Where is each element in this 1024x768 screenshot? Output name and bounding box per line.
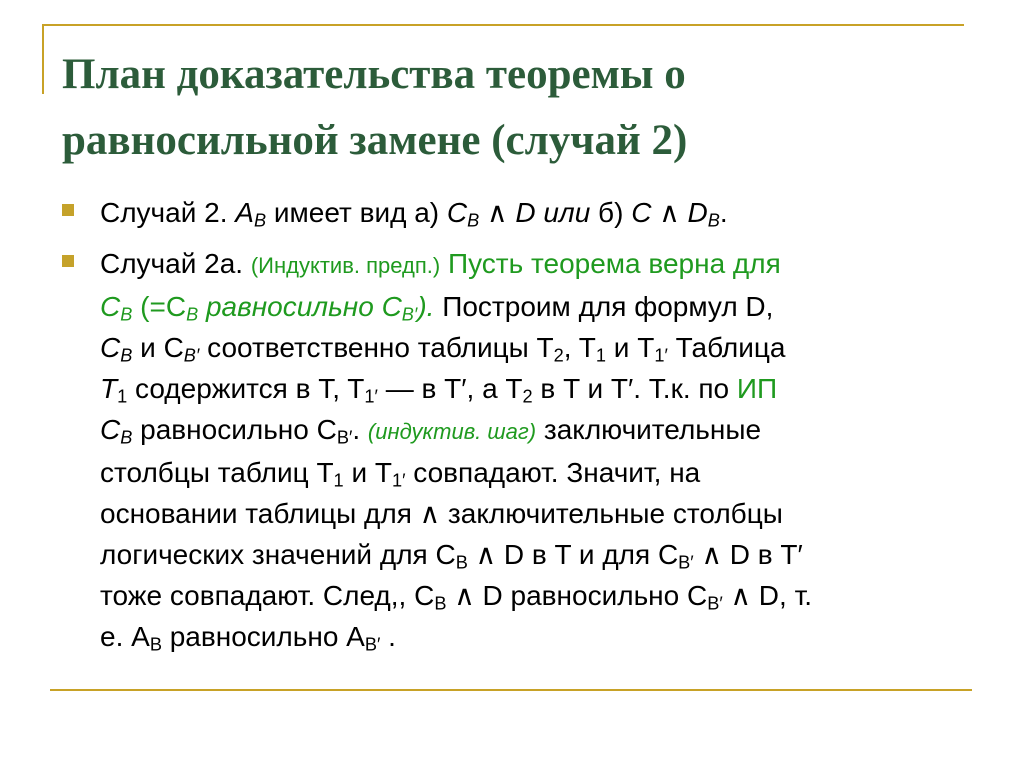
title-line-2: равносильной замене (случай 2): [62, 117, 688, 164]
bottom-rule: [50, 689, 972, 691]
title-line-1: План доказательства теоремы о: [62, 51, 686, 98]
bullet-case-2a: Случай 2а. (Индуктив. предп.) Пусть теорема верна для $C_B$ ($=C_B$ равносильно $C_{B'}$). Построим для формул D, $C_B$ и $C_{B'}$ соответственно таблицы $T_2$, $T_1$ и $T_{1'}$ Таблица $T_1$ содержится в T, $T_{1'}$ — в T′, а $T_2$ в T и T′. Т.к. по ИП $C_B$ равносильно $C_{B'}$. (индуктив. шаг) заключительные столбцы таблиц $T_1$ и $T_{1'}$ совпадают. Значит, на основании таблицы для ∧ заключительные столбцы логических значений для $C_B$ ∧ D в T и для $C_{B'}$ ∧ D в T′ тоже совпадают. След,, $C_B$ ∧ D равносильно $C_{B'}$ ∧ D, т. е. $A_B$ равносильно $A_{B'}$ .: [62, 243, 962, 657]
bullet-square-icon: [62, 204, 74, 216]
top-rule: [42, 24, 964, 26]
bullet-square-icon: [62, 255, 74, 267]
slide-title: [62, 42, 962, 174]
slide-content: [62, 192, 962, 667]
bullet-case-2: Случай 2. $A_B$ имеет вид а) $C_B$ ∧ D или б) C ∧ $D_B$.: [62, 192, 962, 233]
left-rule: [42, 24, 44, 94]
